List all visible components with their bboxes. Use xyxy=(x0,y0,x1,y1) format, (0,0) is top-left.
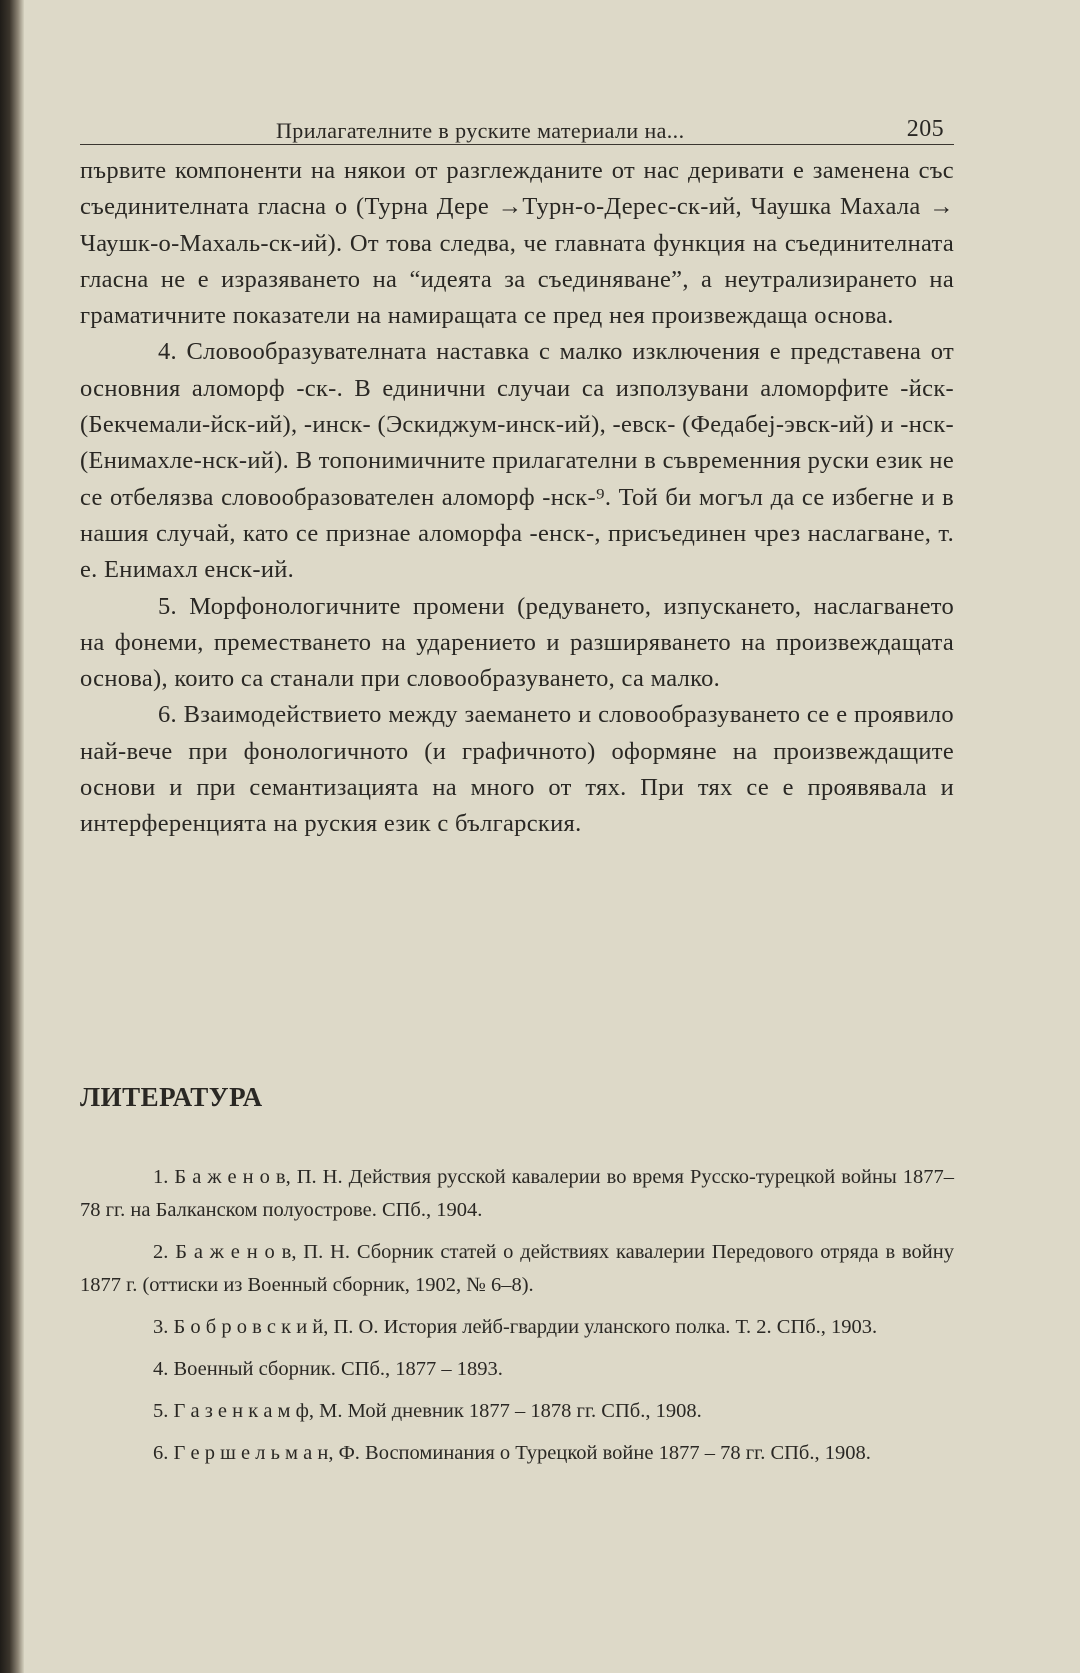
reference-item: 6. Г е р ш е л ь м а н, Ф. Воспоминания о Турецкой войне 1877 – 78 гг. СПб., 1908. xyxy=(153,1442,871,1464)
book-gutter-shadow xyxy=(0,0,24,1673)
paragraph-4: 4. Словообразувателната наставка с малко изключения е представена от основния аломорф -ск-. В единични случаи са използувани аломорфите -йск- (Бекчемали-йск-ий), -инск- (Эскиджум-инск-ий), -евск- (Федабеј-эвск-ий) и -нск- (Енимахле-нск-ий). В топонимичните прилагателни в съвременния руски език не се отбелязва словообразователен аломорф -нск-⁹. Той би могъл да се избегне и в нашия случай, като се признае аломорфа -енск-, присъединен чрез наслагване, т. е. Енимахл енск-ий. xyxy=(80,338,954,584)
body-text xyxy=(80,153,954,843)
running-title: Прилагателните в руските материали на... xyxy=(276,118,685,143)
page-content xyxy=(80,112,954,843)
paragraph-6: 6. Взаимодействието между заемането и словообразуването се е проявило най-вече при фонологичното (и графичното) оформяне на произвеждащите основи и при семантизацията на много от тях. При тях се е проявявала и интерференцията на руския език с българския. xyxy=(80,701,954,838)
page-number: 205 xyxy=(906,116,944,142)
reference-list xyxy=(80,1161,954,1479)
reference-item: 1. Б а ж е н о в, П. Н. Действия русской кавалерии во время Русско-турецкой войны 1877–78 гг. на Балканском полуострове. СПб., 1904. xyxy=(80,1166,954,1221)
reference-item: 5. Г а з е н к а м ф, М. Мой дневник 1877 – 1878 гг. СПб., 1908. xyxy=(153,1400,702,1422)
reference-item: 4. Военный сборник. СПб., 1877 – 1893. xyxy=(153,1358,503,1380)
running-head xyxy=(80,112,954,145)
reference-item: 3. Б о б р о в с к и й, П. О. История лейб-гвардии уланского полка. Т. 2. СПб., 1903. xyxy=(153,1316,878,1338)
paragraph-5: 5. Морфонологичните промени (редуването, изпускането, наслагването на фонеми, преместването на ударението и разширяването на произвеждащата основа), които са станали при словообразуването, са малко. xyxy=(80,592,954,693)
paragraph-continuation: първите компоненти на някои от разглежданите от нас деривати е заменена със съединителната гласна о (Турна Дере →Турн-о-Дерес-ск-ий, Чаушка Махала → Чаушк-о-Махаль-ск-ий). От това следва, че главната функция на съединителната гласна не е изразяването на “идеята за съединяване”, а неутрализирането на граматичните показатели на намиращата се пред нея произвеждаща основа. xyxy=(80,157,954,330)
literature-heading: ЛИТЕРАТУРА xyxy=(80,1082,263,1112)
reference-item: 2. Б а ж е н о в, П. Н. Сборник статей о действиях кавалерии Передового отряда в войну 1877 г. (оттиски из Военный сборник, 1902, № 6–8). xyxy=(80,1241,954,1296)
